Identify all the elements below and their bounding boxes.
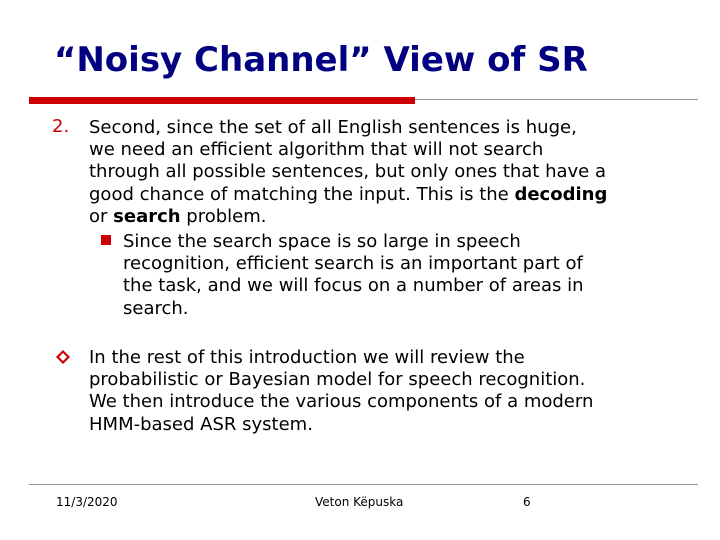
point-text-span: good chance of matching the input. This is the bbox=[89, 183, 515, 205]
slide-title: “Noisy Channel” View of SR bbox=[54, 40, 588, 80]
diamond-bullet-icon bbox=[56, 350, 70, 364]
keyword-search: search bbox=[113, 205, 181, 227]
sub-bullet-line: Since the search space is so large in speech bbox=[123, 231, 521, 252]
bullet-line: probabilistic or Bayesian model for speech recognition. bbox=[89, 369, 586, 391]
footer-date: 11/3/2020 bbox=[56, 495, 118, 509]
point-number: 2. bbox=[52, 116, 70, 137]
point-line: we need an efficient algorithm that will not search bbox=[89, 139, 544, 161]
keyword-decoding: decoding bbox=[514, 183, 608, 205]
point-line bbox=[89, 184, 689, 206]
point-line: Second, since the set of all English sentences is huge, bbox=[89, 117, 577, 138]
sub-bullet-text bbox=[123, 231, 683, 320]
point-2-text bbox=[89, 117, 689, 228]
bullet-line: We then introduce the various components of a modern bbox=[89, 391, 594, 413]
footer-author: Veton Këpuska bbox=[315, 495, 404, 509]
title-underline-accent bbox=[29, 97, 415, 104]
footer-page-number: 6 bbox=[523, 495, 531, 509]
point-line bbox=[89, 206, 689, 228]
point-line: through all possible sentences, but only ones that have a bbox=[89, 161, 607, 183]
sub-bullet-line: the task, and we will focus on a number of areas in bbox=[123, 275, 584, 297]
footer-rule bbox=[29, 484, 698, 485]
point-text-span: problem. bbox=[180, 205, 267, 227]
bullet-line: HMM-based ASR system. bbox=[89, 413, 313, 435]
square-bullet-icon bbox=[101, 235, 111, 245]
point-text-span: or bbox=[89, 205, 114, 227]
sub-bullet-line: search. bbox=[123, 297, 189, 319]
title-underline-rule bbox=[415, 99, 698, 100]
sub-bullet-line: recognition, efficient search is an important part of bbox=[123, 253, 583, 275]
bullet-line: In the rest of this introduction we will review the bbox=[89, 347, 525, 368]
bullet-2-text bbox=[89, 347, 689, 436]
